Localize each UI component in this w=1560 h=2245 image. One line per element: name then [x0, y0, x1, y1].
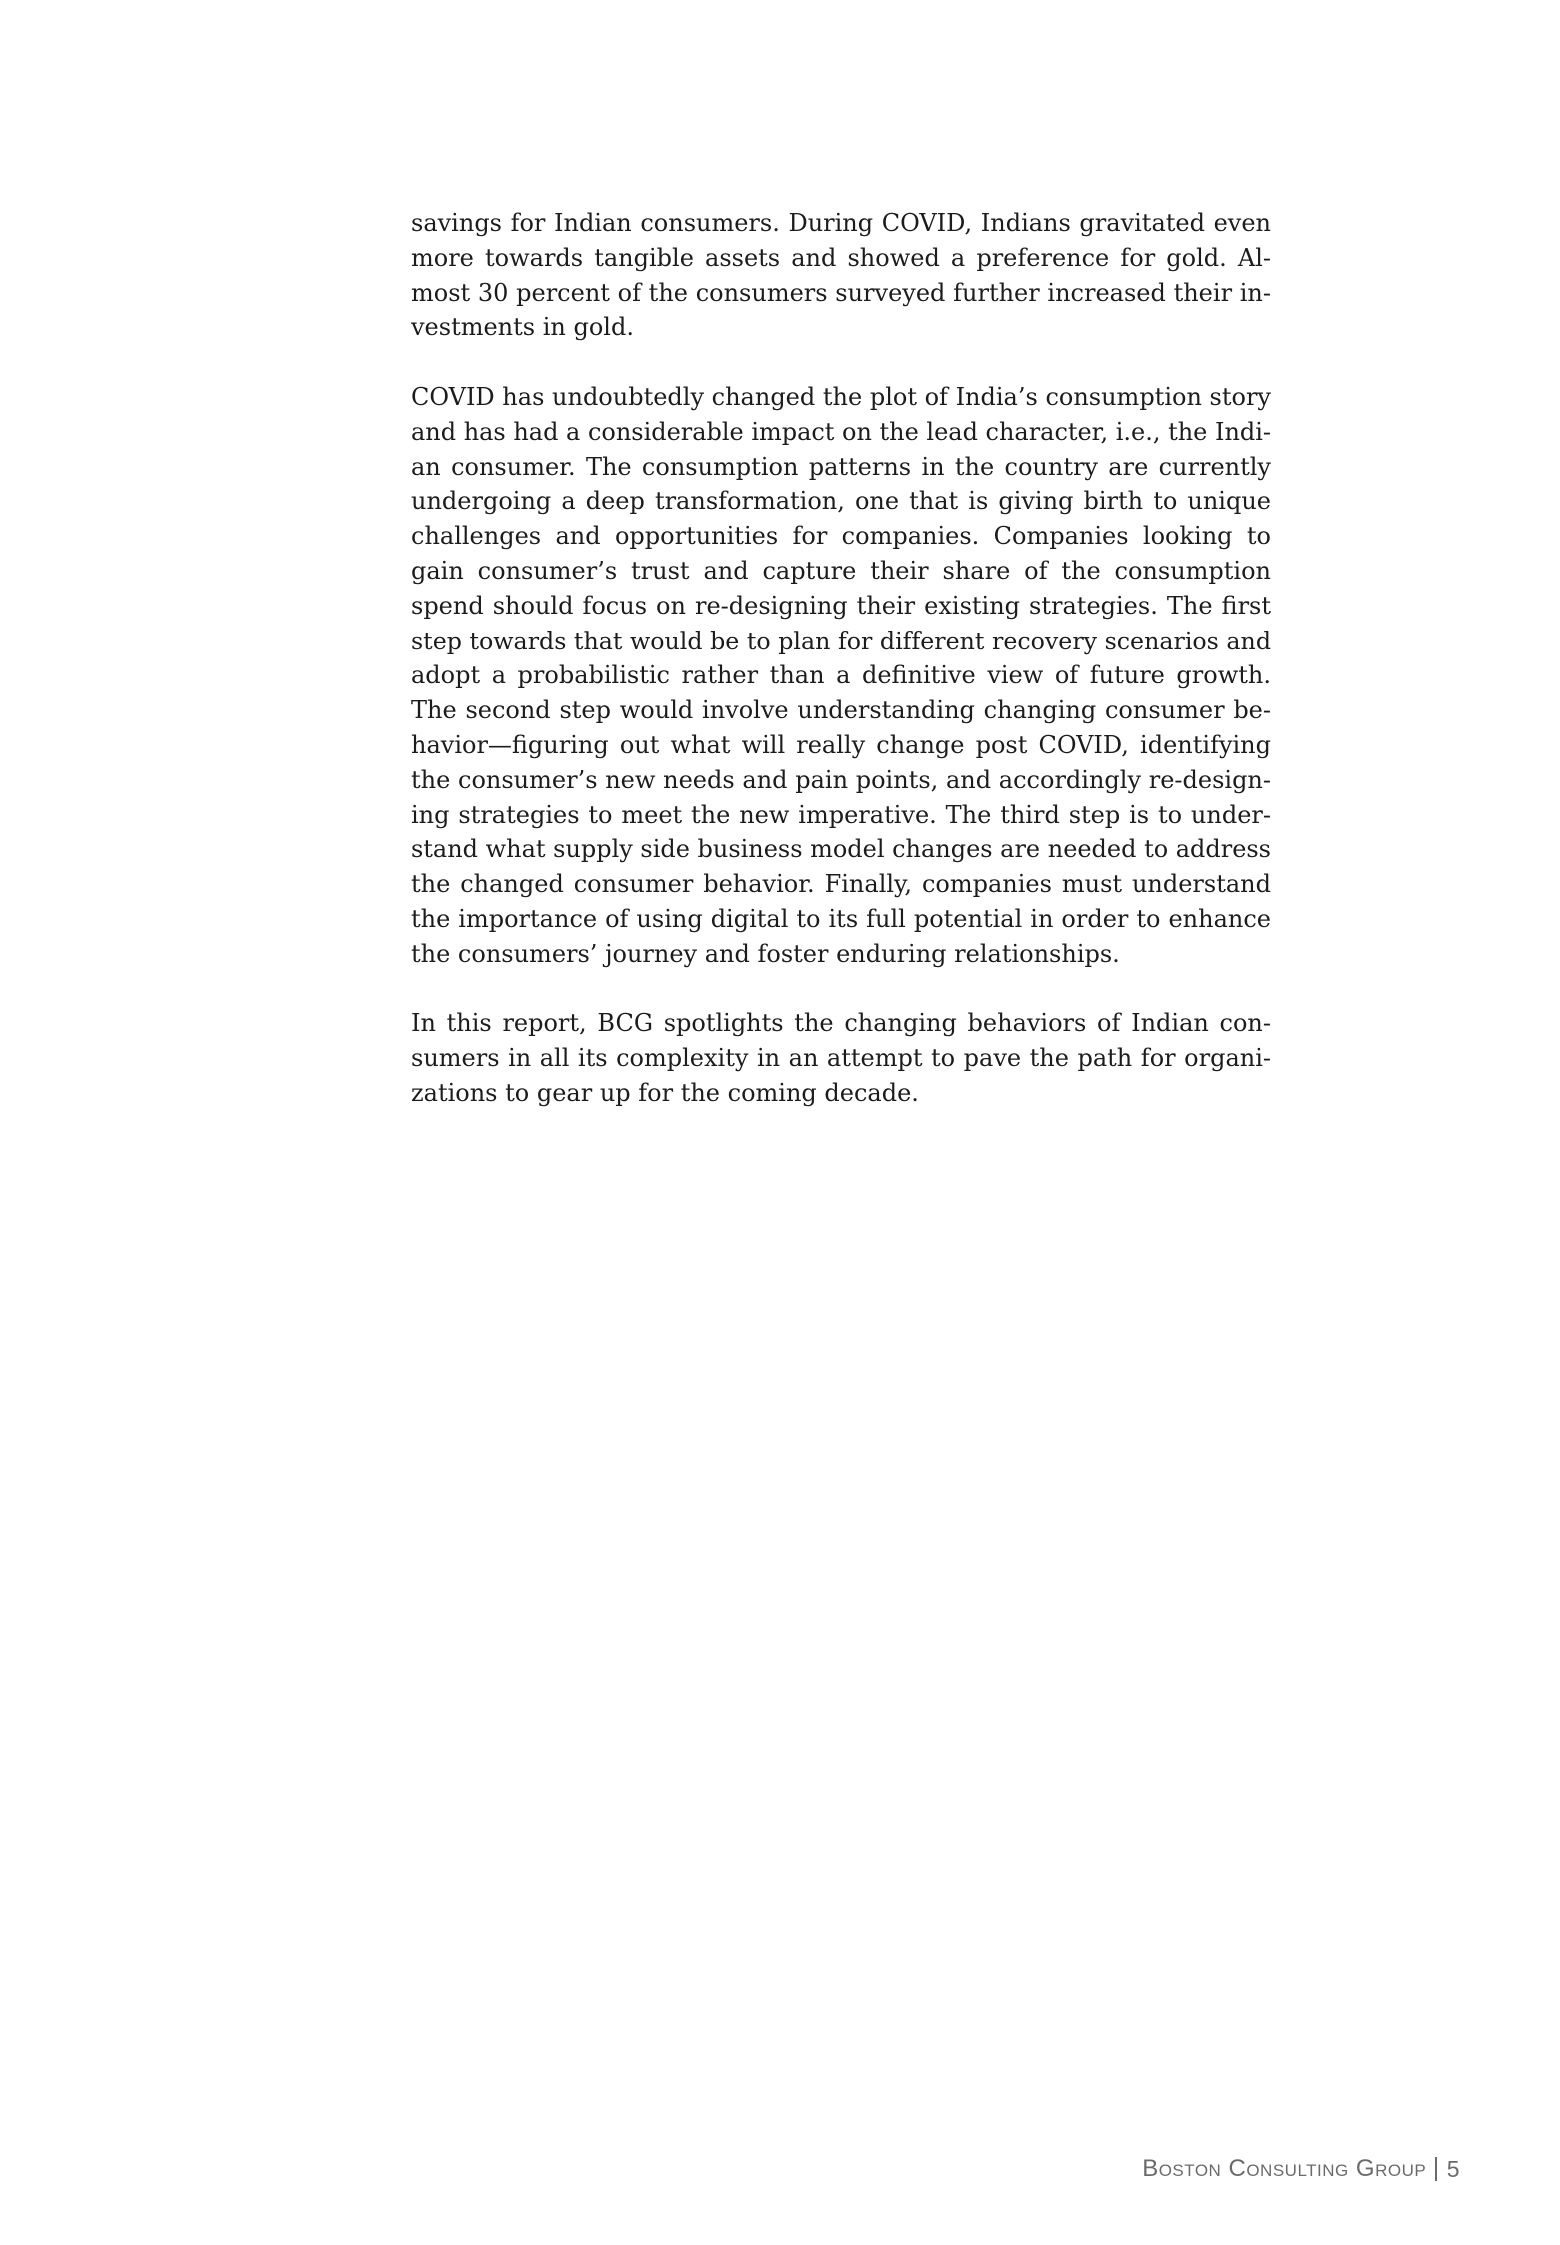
text-line: savings for Indian consumers. During COVID, Indians gravitated even	[411, 209, 1271, 237]
text-line: stand what supply side business model changes are needed to address	[411, 835, 1271, 864]
footer-divider	[1435, 2157, 1437, 2181]
text-line: havior—figuring out what will really change post COVID, identifying	[411, 730, 1271, 759]
text-line: gain consumer’s trust and capture their share of the consumption	[411, 556, 1271, 585]
text-line: In this report, BCG spotlights the changing behaviors of Indian con-	[411, 1009, 1271, 1038]
text-line: the changed consumer behavior. Finally, companies must understand	[411, 870, 1271, 899]
text-line: adopt a probabilistic rather than a definitive view of future growth.	[411, 661, 1271, 690]
page-number: 5	[1446, 2155, 1460, 2182]
text-line: vestments in gold.	[411, 313, 634, 342]
text-line: sumers in all its complexity in an attempt to pave the path for organi-	[411, 1044, 1271, 1073]
paragraph-2	[411, 380, 1271, 972]
text-line: the consumer’s new needs and pain points, and accordingly re-design-	[411, 765, 1271, 794]
text-line: ing strategies to meet the new imperative. The third step is to under-	[411, 800, 1271, 829]
text-line: zations to gear up for the coming decade.	[411, 1078, 919, 1107]
paragraph-1	[411, 206, 1271, 345]
page-footer	[1100, 2149, 1460, 2189]
text-line: step towards that would be to plan for different recovery scenarios and	[411, 626, 1271, 655]
text-line: undergoing a deep transformation, one that is giving birth to unique	[411, 487, 1271, 516]
footer-organization: Boston Consulting Group	[1142, 2155, 1427, 2182]
paragraph-3	[411, 1006, 1271, 1110]
text-line: the importance of using digital to its full potential in order to enhance	[411, 904, 1271, 933]
text-line: and has had a considerable impact on the lead character, i.e., the Indi-	[411, 417, 1271, 446]
text-line: COVID has undoubtedly changed the plot of India’s consumption story	[411, 382, 1271, 411]
text-line: most 30 percent of the consumers surveyed further increased their in-	[411, 278, 1271, 307]
text-line: the consumers’ journey and foster enduring relationships.	[411, 939, 1120, 968]
text-line: spend should focus on re-designing their existing strategies. The first	[411, 591, 1271, 620]
text-line: The second step would involve understanding changing consumer be-	[411, 696, 1271, 725]
text-line: challenges and opportunities for companies. Companies looking to	[411, 522, 1271, 551]
text-line: more towards tangible assets and showed a preference for gold. Al-	[411, 243, 1271, 272]
text-line: an consumer. The consumption patterns in the country are currently	[411, 452, 1271, 481]
body-text	[411, 206, 1271, 1146]
